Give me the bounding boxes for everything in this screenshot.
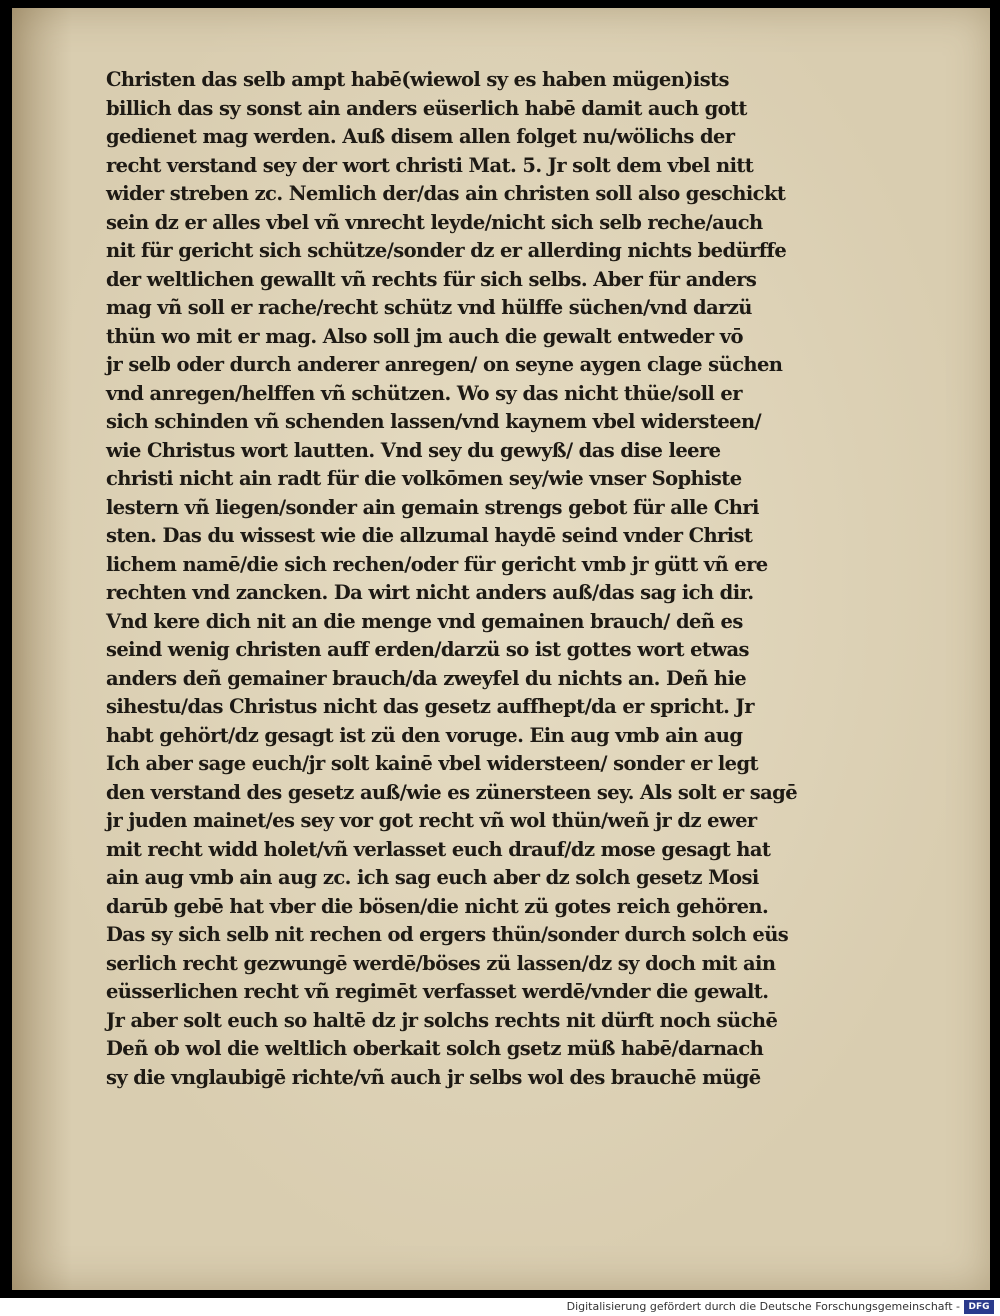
text-line: wie Christus wort lautten. Vnd sey du gewyß/ das dise leere bbox=[106, 438, 721, 462]
text-line: ain aug vmb ain aug zc. ich sag euch aber dz solch gesetz Mosi bbox=[106, 866, 759, 889]
text-line: Das sy sich selb nit rechen od ergers thün/sonder durch solch eüs bbox=[106, 923, 789, 946]
text-line: mit recht widd holet/vñ verlasset euch drauf/dz mose gesagt hat bbox=[106, 837, 771, 861]
text-line: Ich aber sage euch/jr solt kainē vbel widersteen/ sonder er legt bbox=[106, 752, 758, 775]
text-line: recht verstand sey der wort christi Mat. 5. Jr solt dem vbel nitt bbox=[106, 153, 754, 177]
text-line: sein dz er alles vbel vñ vnrecht leyde/nicht sich selb reche/auch bbox=[106, 210, 763, 234]
text-line: serlich recht gezwungē werdē/böses zü lassen/dz sy doch mit ain bbox=[106, 951, 776, 975]
text-line: der weltlichen gewallt vñ rechts für sich selbs. Aber für anders bbox=[106, 267, 757, 291]
text-line: sy die vnglaubigē richte/vñ auch jr selbs wol des brauchē mügē bbox=[106, 1065, 761, 1089]
blackletter-text-block bbox=[106, 66, 806, 1092]
footer-bar bbox=[0, 1298, 1000, 1316]
scanned-page bbox=[12, 8, 990, 1290]
text-line: jr juden mainet/es sey vor got recht vñ wol thün/weñ jr dz ewer bbox=[106, 809, 757, 832]
text-line: habt gehört/dz gesagt ist zü den voruge. Ein aug vmb ain aug bbox=[106, 723, 743, 747]
text-line: sten. Das du wissest wie die allzumal haydē seind vnder Christ bbox=[106, 524, 753, 547]
text-line: mag vñ soll er rache/recht schütz vnd hülffe süchen/vnd darzü bbox=[106, 296, 752, 319]
text-line: Christen das selb ampt habē(wiewol sy es haben mügen)ists bbox=[106, 68, 729, 91]
funding-notice: Digitalisierung gefördert durch die Deutsche Forschungsgemeinschaft - bbox=[566, 1300, 960, 1313]
text-line: eüsserlichen recht vñ regimēt verfasset werdē/vnder die gewalt. bbox=[106, 980, 769, 1003]
text-line: Deñ ob wol die weltlich oberkait solch gsetz müß habē/darnach bbox=[106, 1037, 764, 1060]
text-line: sihestu/das Christus nicht das gesetz auffhept/da er spricht. Jr bbox=[106, 695, 754, 718]
text-line: jr selb oder durch anderer anregen/ on seyne aygen clage süchen bbox=[106, 353, 783, 376]
text-line: vnd anregen/helffen vñ schützen. Wo sy das nicht thüe/soll er bbox=[106, 381, 742, 405]
text-line: darūb gebē hat vber die bösen/die nicht zü gotes reich gehören. bbox=[106, 894, 769, 918]
text-line: gedienet mag werden. Auß disem allen folget nu/wölichs der bbox=[106, 125, 735, 148]
text-line: wider streben zc. Nemlich der/das ain christen soll also geschickt bbox=[106, 182, 786, 205]
text-line: rechten vnd zancken. Da wirt nicht anders auß/das sag ich dir. bbox=[106, 581, 754, 604]
text-line: billich das sy sonst ain anders eüserlich habē damit auch gott bbox=[106, 96, 747, 120]
text-line: thün wo mit er mag. Also soll jm auch die gewalt entweder vō bbox=[106, 324, 743, 348]
text-line: Jr aber solt euch so haltē dz jr solchs rechts nit dürft noch süchē bbox=[106, 1008, 778, 1032]
text-line: den verstand des gesetz auß/wie es zünersteen sey. Als solt er sagē bbox=[106, 780, 798, 804]
text-line: anders deñ gemainer brauch/da zweyfel du nichts an. Deñ hie bbox=[106, 666, 747, 690]
text-line: sich schinden vñ schenden lassen/vnd kaynem vbel widersteen/ bbox=[106, 410, 762, 433]
text-line: christi nicht ain radt für die volkōmen sey/wie vnser Sophiste bbox=[106, 467, 742, 490]
text-line: seind wenig christen auff erden/darzü so ist gottes wort etwas bbox=[106, 638, 749, 661]
text-line: lestern vñ liegen/sonder ain gemain strengs gebot für alle Chri bbox=[106, 495, 759, 519]
text-line: Vnd kere dich nit an die menge vnd gemainen brauch/ deñ es bbox=[106, 609, 743, 633]
text-line: nit für gericht sich schütze/sonder dz er allerding nichts bedürffe bbox=[106, 239, 787, 262]
text-line: lichem namē/die sich rechen/oder für gericht vmb jr gütt vñ ere bbox=[106, 552, 768, 576]
dfg-logo-icon: DFG bbox=[964, 1300, 994, 1314]
